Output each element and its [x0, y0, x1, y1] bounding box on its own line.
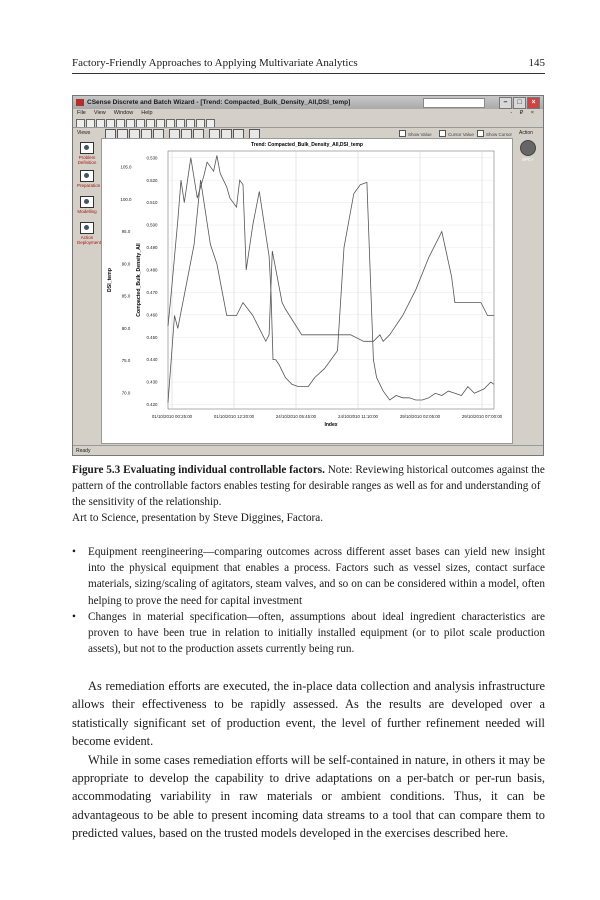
x-tick-label: 01/10/2010 00:25:00: [151, 414, 193, 419]
nav-action-deployment[interactable]: [77, 222, 102, 245]
y-axis-label: Compacted_Bulk_Density_All: [136, 243, 142, 317]
status-bar: Ready: [73, 445, 543, 456]
close-button[interactable]: ×: [527, 97, 540, 109]
y-tick-label: 0.430: [146, 379, 158, 385]
y-axis-label: DSI_temp: [107, 268, 113, 292]
bullet-text: Equipment reengineering—comparing outcomes across different asset bases can yield new insight into the physical equipment that enables a process. Factors such as vessel sizes, contact surface materials, sizing/scaling of agitators, steam valves, and so on can be considered within a model, often helping to prove the need for capital investment: [88, 546, 545, 607]
nav-preparation-label: Preparation: [77, 183, 101, 188]
y-tick-label: 0.460: [146, 312, 158, 318]
menubar: [73, 109, 543, 118]
nav-modelling-label: Modelling: [77, 209, 97, 214]
cursor-value-checkbox[interactable]: Cursor Value: [439, 130, 474, 138]
figure-screenshot: [72, 95, 544, 456]
bullet-list: [72, 544, 545, 657]
minimize-button[interactable]: –: [499, 97, 512, 109]
x-tick-label: 24/10/2010 11:10:00: [338, 414, 378, 419]
nav-action-deployment-label: Action Deployment: [77, 235, 102, 245]
spc-icon: [520, 140, 536, 156]
plot-frame: [168, 151, 494, 409]
y-tick-label: 85.0: [121, 293, 131, 299]
nav-problem-definition[interactable]: [77, 142, 97, 165]
chart-title: Trend: Compacted_Bulk_Density_All,DSI_temp: [251, 142, 363, 148]
views-bar: [73, 127, 543, 138]
views-label: Views: [77, 130, 91, 136]
y-tick-label: 0.450: [146, 334, 158, 340]
action-deployment-icon: [80, 222, 94, 234]
nav-problem-definition-label: Problem Definition: [77, 155, 97, 165]
figure-label: Figure 5.3 Evaluating individual controllable factors.: [72, 464, 325, 476]
trend-plot-area[interactable]: [101, 138, 513, 444]
menu-file[interactable]: File: [77, 110, 86, 116]
y-tick-label: 0.470: [146, 289, 158, 295]
y-tick-label: 70.0: [121, 390, 131, 396]
running-head-title: Factory-Friendly Approaches to Applying Multivariate Analytics: [72, 57, 358, 69]
bullet-text: Changes in material specification—often, assumptions about ideal ingredient characteristics are proven to have been true in relation to initially installed equipment (or to pilot scale production assets), but not to the production assets currently being run.: [88, 610, 545, 656]
y-tick-label: 90.0: [121, 261, 131, 267]
menu-view[interactable]: View: [93, 110, 106, 116]
caption-text: Note: Reviewing historical outcomes against the pattern of the controllable factors enables testing for desirable ranges as well as for and understanding of the sensitivity of the relationship.: [72, 464, 545, 508]
figure-caption: [72, 462, 545, 526]
y-tick-label: 0.510: [146, 200, 158, 206]
mdi-controls[interactable]: - ₽ ×: [510, 110, 537, 116]
x-tick-label: 24/10/2010 05:45:00: [275, 414, 317, 419]
x-tick-label: 29/10/2010 07:00:00: [461, 414, 503, 419]
app-icon: [76, 99, 84, 106]
paragraph: While in some cases remediation efforts will be self-contained in nature, in others it may be appropriate to develop the capability to drive adaptations on a per-batch or per-run basis, accommodating variability in raw materials or ambient conditions. Thus, it can be advantageous to be able to present incoming data streams to a tool that can compare them to predicted values, based on the trusted models developed in the exercises described here.: [72, 752, 545, 841]
list-item: [72, 544, 545, 609]
trend-chart[interactable]: [102, 139, 512, 443]
paragraph: As remediation efforts are executed, the in-place data collection and analysis infrastructure allows their effectiveness to be rapidly assessed. As the results are developed over a statistically significant set of production event, the level of further refinement needed will become evident.: [72, 679, 545, 749]
action-panel: [513, 138, 543, 444]
y-tick-label: 95.0: [121, 229, 131, 235]
list-item: [72, 609, 545, 658]
bullet-dot: •: [72, 546, 76, 558]
y-tick-label: 0.530: [146, 155, 158, 161]
wizard-nav-panel: [73, 138, 101, 444]
action-label: Action: [519, 130, 533, 136]
window-title: CSense Discrete and Batch Wizard - [Trend: Compacted_Bulk_Density_All,DSI_temp]: [87, 99, 351, 106]
menu-help[interactable]: Help: [141, 110, 153, 116]
modelling-icon: [80, 196, 94, 208]
y-tick-label: 80.0: [121, 325, 131, 331]
y-tick-label: 0.490: [146, 245, 158, 251]
y-tick-label: 0.480: [146, 267, 158, 273]
toolbar: [73, 118, 543, 127]
chart-grid: [168, 151, 494, 409]
maximize-button[interactable]: □: [513, 97, 526, 109]
y-tick-label: 0.520: [146, 177, 158, 183]
x-tick-label: 29/10/2010 02:05:00: [399, 414, 441, 419]
header-rule: [72, 73, 545, 74]
nav-preparation[interactable]: [77, 170, 101, 188]
spc-label: SPC+: [522, 157, 534, 162]
y-tick-label: 105.0: [120, 164, 132, 170]
menu-window[interactable]: Window: [113, 110, 134, 116]
caption-credit: Art to Science, presentation by Steve Diggines, Factora.: [72, 512, 324, 524]
window-titlebar: [73, 96, 543, 109]
problem-definition-icon: [80, 142, 94, 154]
show-cursor-checkbox[interactable]: Show Cursor: [477, 130, 512, 138]
nav-modelling[interactable]: [77, 196, 97, 214]
y-tick-label: 0.440: [146, 357, 158, 363]
y-tick-label: 75.0: [121, 358, 131, 364]
y-tick-label: 0.500: [146, 222, 158, 228]
running-head: [72, 57, 545, 69]
bullet-dot: •: [72, 610, 76, 623]
show-value-checkbox[interactable]: Show Value: [399, 130, 432, 138]
y-tick-label: 0.420: [146, 402, 158, 408]
y-tick-label: 100.0: [120, 196, 132, 202]
page-number: 145: [528, 57, 545, 69]
spc-action-button[interactable]: [517, 140, 539, 163]
title-combo-box[interactable]: [423, 98, 485, 108]
body-text: [72, 677, 545, 843]
window-controls: [499, 97, 540, 109]
x-axis-label: Index: [324, 422, 338, 428]
preparation-icon: [80, 170, 94, 182]
x-tick-label: 01/10/2010 12:20:00: [213, 414, 255, 419]
